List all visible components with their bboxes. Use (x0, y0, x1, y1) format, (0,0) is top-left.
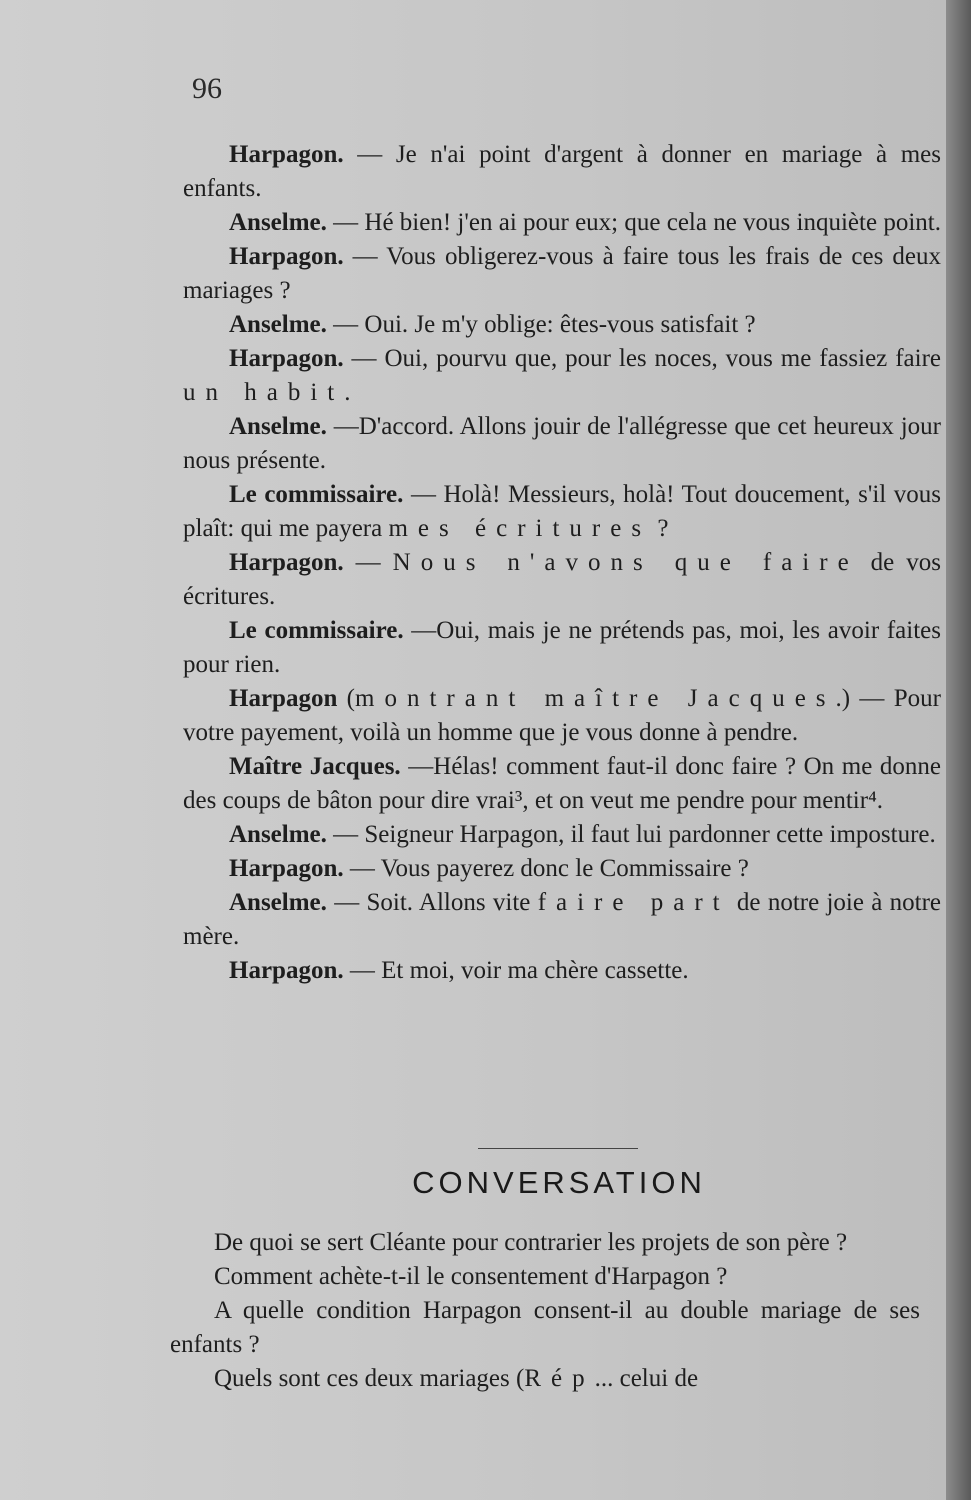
speaker-name: Le commissaire. (229, 481, 404, 508)
dialogue-line (183, 478, 941, 546)
dialogue-line (183, 886, 941, 954)
line-text: —D'accord. Allons jouir de l'allégresse que cet heureux jour nous présente. (183, 413, 941, 474)
line-text: — (343, 549, 393, 576)
dialogue-line (183, 308, 941, 342)
spaced-emphasis: faire part (537, 889, 730, 916)
spaced-emphasis: mes écritures (388, 515, 652, 542)
dialogue-line (183, 206, 941, 240)
dialogue-block (183, 138, 941, 988)
line-text-after: de vos écritures. (183, 549, 942, 610)
dialogue-line (183, 954, 941, 988)
dialogue-line (183, 546, 941, 614)
dialogue-line (183, 240, 941, 308)
question: A quelle condition Harpagon consent-il au double mariage de ses enfants ? (170, 1297, 920, 1358)
speaker-name: Harpagon. (229, 549, 344, 576)
dialogue-line (183, 818, 941, 852)
line-text: — Seigneur Harpagon, il faut lui pardonner cette imposture. (326, 821, 936, 848)
speaker-name: Harpagon. (229, 345, 344, 372)
speaker-name: Harpagon. (229, 957, 344, 984)
line-text: — Et moi, voir ma chère cassette. (343, 957, 689, 984)
speaker-name: Anselme. (229, 311, 327, 338)
dialogue-line (183, 614, 941, 682)
line-text: — Soit. Allons vite (326, 889, 538, 916)
speaker-name: Maître Jacques. (229, 753, 401, 780)
page-number: 96 (192, 72, 222, 105)
speaker-name: Harpagon. (229, 243, 344, 270)
dialogue-line (183, 138, 941, 206)
line-text-after: . (344, 379, 351, 406)
line-text-after: ? (651, 515, 669, 542)
line-text: — Vous payerez donc le Commissaire ? (343, 855, 749, 882)
spaced-emphasis: Nous n'avons que faire (392, 549, 859, 576)
line-text: — Je n'ai point d'argent à donner en mariage à mes enfants. (183, 141, 941, 202)
question: Comment achète-t-il le consentement d'Harpagon ? (214, 1263, 728, 1290)
page-edge-shadow (946, 0, 971, 1500)
dialogue-line (183, 682, 941, 750)
dialogue-line (183, 750, 941, 818)
line-text-after: de notre joie à notre mère. (183, 889, 941, 950)
dialogue-line (183, 410, 941, 478)
question-text-after: ... celui de (594, 1365, 699, 1392)
spaced-emphasis: montrant maître Jacques (355, 685, 836, 712)
speaker-name: Harpagon. (229, 141, 344, 168)
dialogue-line (183, 852, 941, 886)
question: De quoi se sert Cléante pour contrarier les projets de son père ? (214, 1229, 848, 1256)
line-text: — Oui. Je m'y oblige: êtes-vous satisfait ? (326, 311, 756, 338)
line-text: — Holà! Messieurs, holà! Tout doucement, s'il vous plaît: qui me payera (183, 481, 941, 542)
dialogue-line (183, 342, 941, 410)
line-text: — Vous obligerez-vous à faire tous les frais de ces deux mariages ? (183, 243, 941, 304)
speaker-name: Anselme. (229, 413, 327, 440)
section-divider (478, 1148, 638, 1149)
speaker-name: Anselme. (229, 209, 327, 236)
line-text: ( (337, 685, 356, 712)
speaker-name: Harpagon (229, 685, 338, 712)
speaker-name: Anselme. (229, 821, 327, 848)
spaced-emphasis: Rép (524, 1365, 595, 1392)
line-text: —Hélas! comment faut-il donc faire ? On me donne des coups de bâton pour dire vrai³, et on veut me pendre pour mentir⁴. (183, 753, 941, 814)
line-text: — Oui, pourvu que, pour les noces, vous me fassiez faire (343, 345, 941, 372)
speaker-name: Harpagon. (229, 855, 344, 882)
line-text: — Hé bien! j'en ai pour eux; que cela ne vous inquiète point. (326, 209, 941, 236)
questions-block (170, 1226, 920, 1396)
line-text-after: .) — Pour votre payement, voilà un homme que je vous donne à pendre. (183, 685, 941, 746)
section-heading: CONVERSATION (412, 1165, 706, 1200)
question-text: Quels sont ces deux mariages ( (214, 1365, 525, 1392)
speaker-name: Le commissaire. (229, 617, 404, 644)
question (170, 1362, 920, 1396)
speaker-name: Anselme. (229, 889, 327, 916)
spaced-emphasis: un habit (183, 379, 345, 406)
line-text: —Oui, mais je ne prétends pas, moi, les avoir faites pour rien. (183, 617, 941, 678)
